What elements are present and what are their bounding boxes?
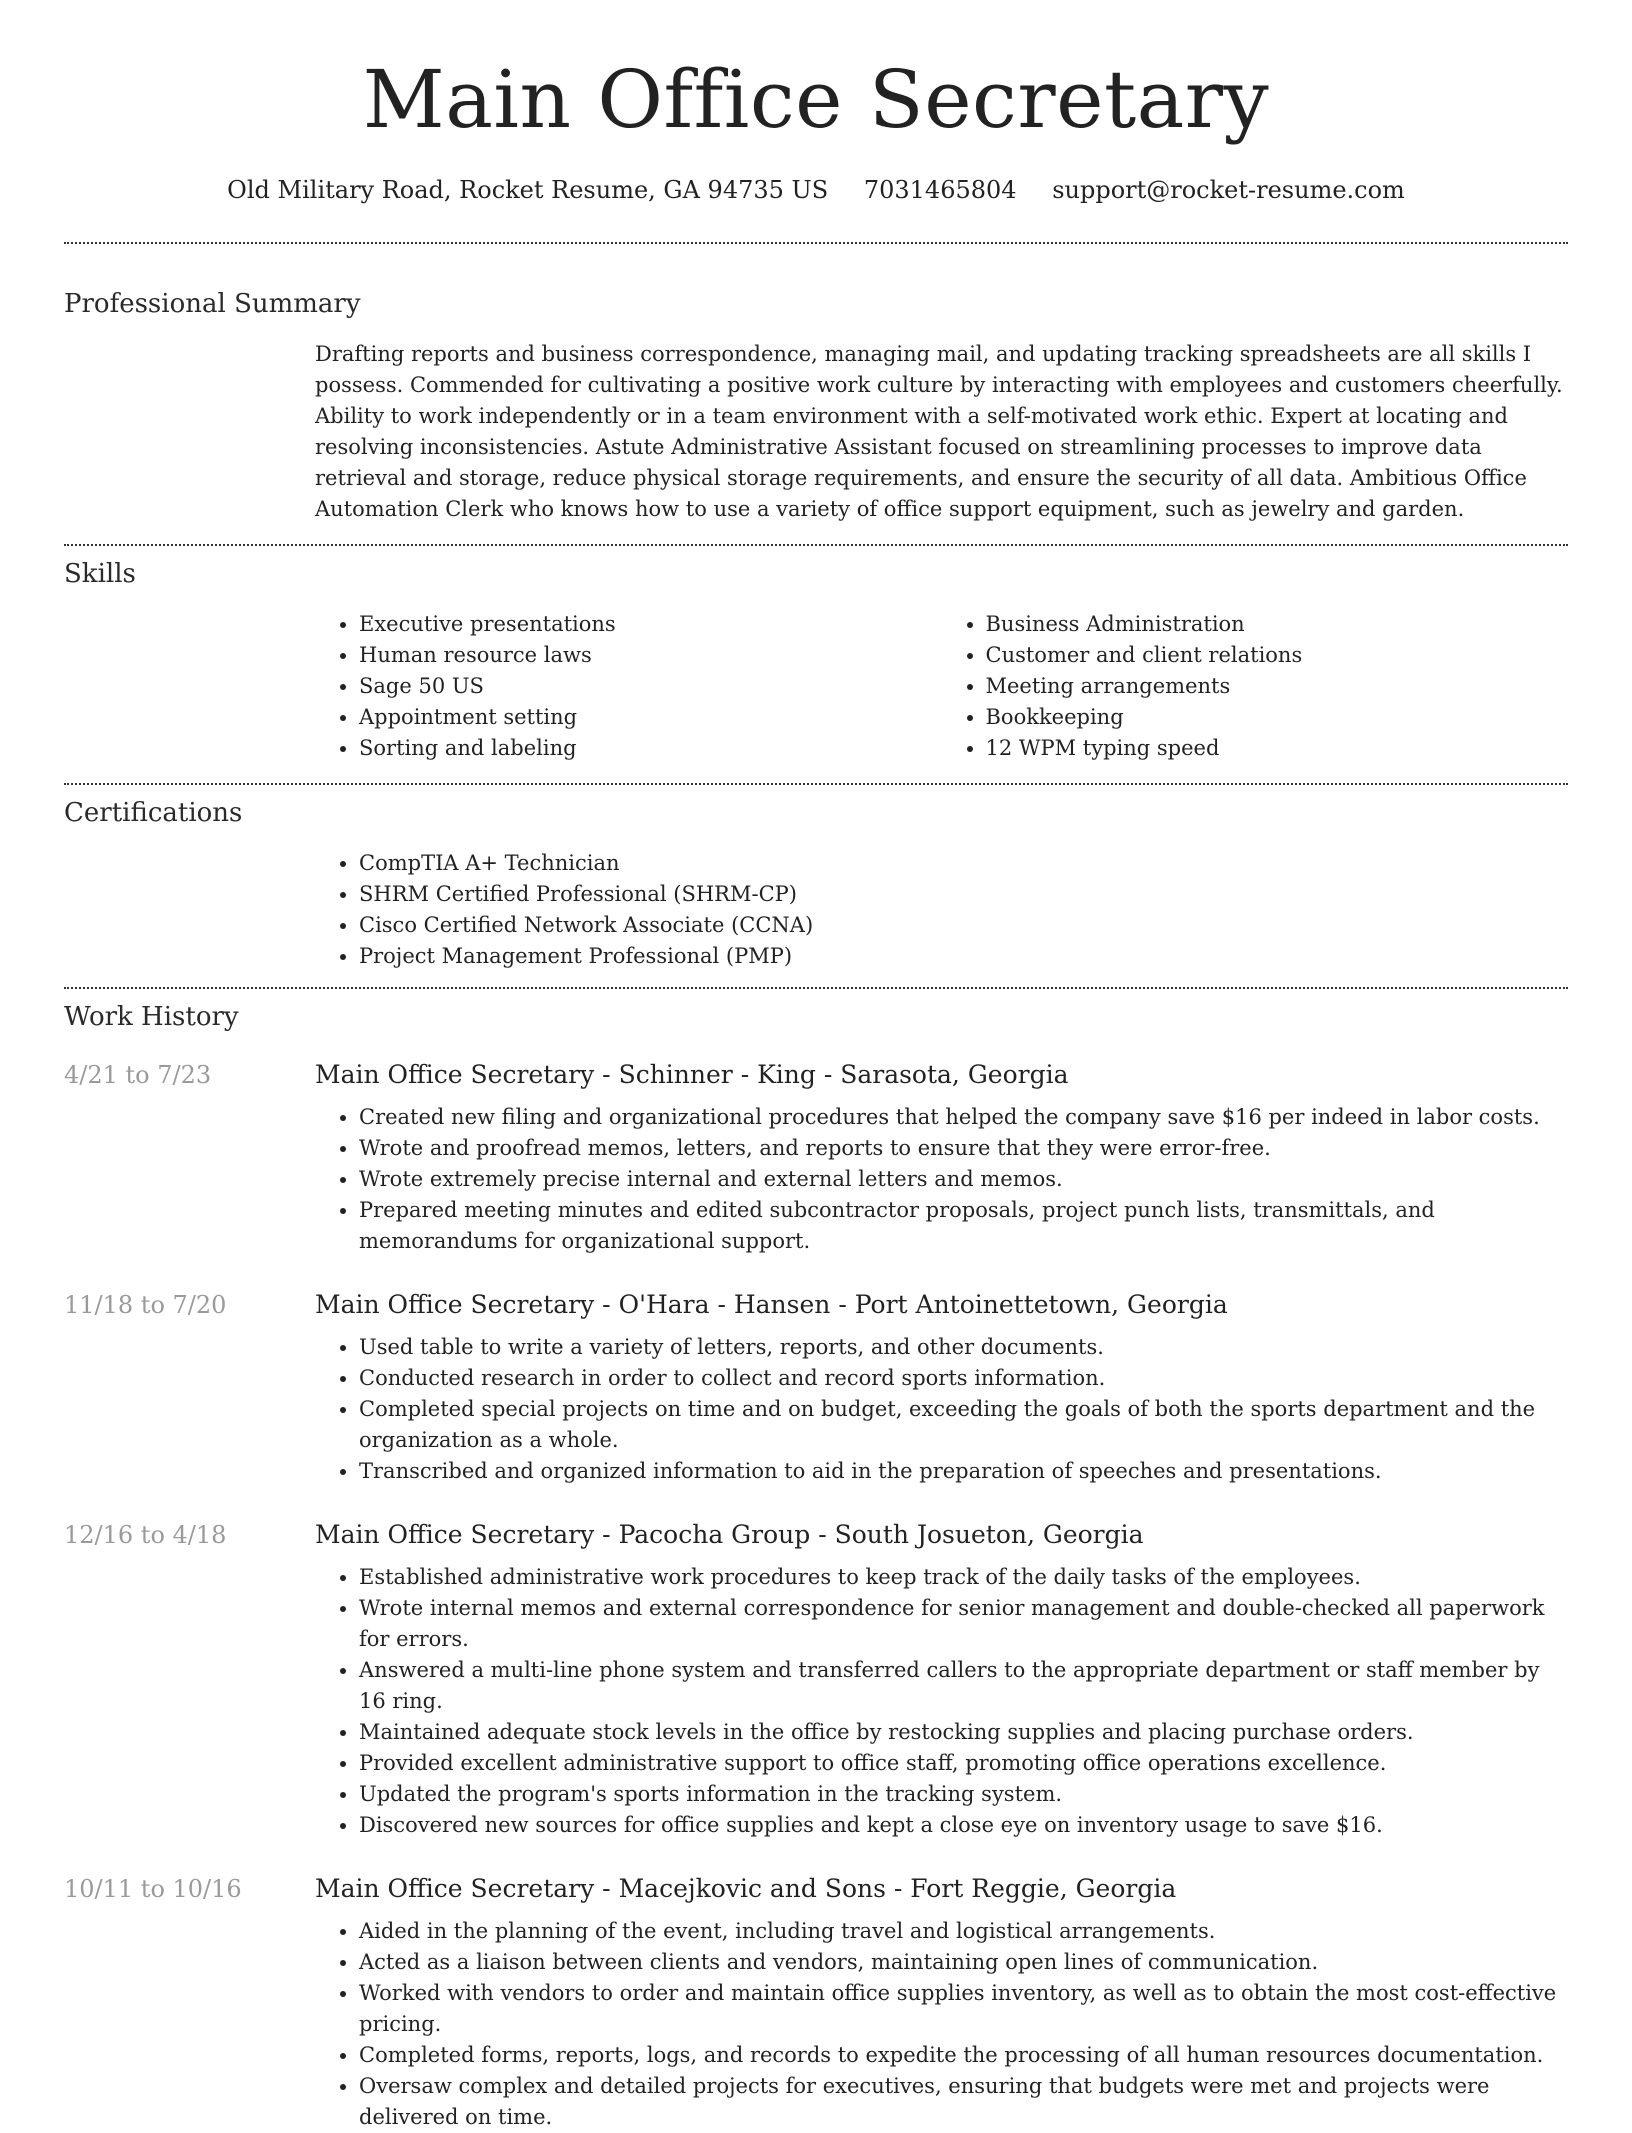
- job-bullet: • Transcribed and organized information to aid in the preparation of speeches and presentations.: [359, 1456, 1568, 1487]
- certifications-block: [315, 848, 1568, 972]
- job-bullet: • Wrote internal memos and external correspondence for senior management and double-checked all paperwork for errors.: [359, 1593, 1568, 1655]
- contact-address: Old Military Road, Rocket Resume, GA 94735 US: [227, 176, 829, 204]
- candidate-name: Main Office Secretary: [362, 53, 1270, 146]
- job-bullet: • Discovered new sources for office supplies and kept a close eye on inventory usage to save $16.: [359, 1810, 1568, 1841]
- summary-block: [315, 339, 1568, 525]
- skill-item: • Appointment setting: [359, 702, 942, 733]
- contact-email[interactable]: support@rocket-resume.com: [1052, 176, 1405, 204]
- skills-list-right: [942, 609, 1569, 764]
- job-bullets: [315, 1332, 1568, 1487]
- job-bullet: • Used table to write a variety of letters, reports, and other documents.: [359, 1332, 1568, 1363]
- resume-page: [64, 0, 1568, 2133]
- skills-list-left: [315, 609, 942, 764]
- job-bullets: [315, 1916, 1568, 2133]
- section-divider: [64, 242, 1568, 244]
- skill-item: • 12 WPM typing speed: [986, 733, 1569, 764]
- job-bullets: [315, 1102, 1568, 1257]
- job-bullet: • Aided in the planning of the event, including travel and logistical arrangements.: [359, 1916, 1568, 1947]
- certification-item: • Project Management Professional (PMP): [359, 941, 1568, 972]
- certification-item: • Cisco Certified Network Associate (CCNA): [359, 910, 1568, 941]
- skill-item: • Customer and client relations: [986, 640, 1569, 671]
- skill-item: • Human resource laws: [359, 640, 942, 671]
- skill-item: • Executive presentations: [359, 609, 942, 640]
- job-title: Main Office Secretary - Pacocha Group - South Josueton, Georgia: [315, 1520, 1144, 1549]
- certification-item: • SHRM Certified Professional (SHRM-CP): [359, 879, 1568, 910]
- skill-item: • Sorting and labeling: [359, 733, 942, 764]
- job-bullet: • Provided excellent administrative support to office staff, promoting office operations excellence.: [359, 1748, 1568, 1779]
- job-title: Main Office Secretary - O'Hara - Hansen - Port Antoinettetown, Georgia: [315, 1290, 1228, 1319]
- job-title: Main Office Secretary - Schinner - King - Sarasota, Georgia: [315, 1060, 1069, 1089]
- job-bullet: • Updated the program's sports information in the tracking system.: [359, 1779, 1568, 1810]
- section-divider: [64, 987, 1568, 989]
- job-bullet: • Acted as a liaison between clients and vendors, maintaining open lines of communication.: [359, 1947, 1568, 1978]
- summary-text: Drafting reports and business correspondence, managing mail, and updating tracking spreadsheets are all skills I possess. Commended for cultivating a positive work culture by interacting with employees and customers cheerfully. Ability to work independently or in a team environment with a self-motivated work ethic. Expert at locating and resolving inconsistencies. Astute Administrative Assistant focused on streamlining processes to improve data retrieval and storage, reduce physical storage requirements, and ensure the security of all data. Ambitious Office Automation Clerk who knows how to use a variety of office support equipment, such as jewelry and garden.: [315, 342, 1563, 521]
- job-dates: 12/16 to 4/18: [64, 1521, 227, 1549]
- section-title-work-history: Work History: [64, 1002, 239, 1032]
- certification-item: • CompTIA A+ Technician: [359, 848, 1568, 879]
- contact-line: [64, 174, 1568, 206]
- section-title-skills: Skills: [64, 559, 136, 589]
- job-entry: [64, 1288, 1568, 1487]
- job-bullet: • Answered a multi-line phone system and transferred callers to the appropriate department or staff member by 16 ring.: [359, 1655, 1568, 1717]
- job-dates: 4/21 to 7/23: [64, 1061, 212, 1089]
- job-bullets: [315, 1562, 1568, 1841]
- job-bullet: • Wrote and proofread memos, letters, and reports to ensure that they were error-free.: [359, 1133, 1568, 1164]
- job-dates: 11/18 to 7/20: [64, 1291, 227, 1319]
- skill-item: • Meeting arrangements: [986, 671, 1569, 702]
- job-bullet: • Prepared meeting minutes and edited subcontractor proposals, project punch lists, transmittals, and memorandums for organizational support.: [359, 1195, 1568, 1257]
- skills-block: [315, 609, 1568, 764]
- skill-item: • Business Administration: [986, 609, 1569, 640]
- job-bullet: • Oversaw complex and detailed projects for executives, ensuring that budgets were met and projects were delivered on time.: [359, 2071, 1568, 2133]
- section-divider: [64, 544, 1568, 546]
- job-bullet: • Created new filing and organizational procedures that helped the company save $16 per indeed in labor costs.: [359, 1102, 1568, 1133]
- job-bullet: • Wrote extremely precise internal and external letters and memos.: [359, 1164, 1568, 1195]
- section-title-summary: Professional Summary: [64, 289, 361, 319]
- job-entry: [64, 1058, 1568, 1257]
- job-entry: [64, 1518, 1568, 1841]
- job-bullet: • Completed forms, reports, logs, and records to expedite the processing of all human resources documentation.: [359, 2040, 1568, 2071]
- certifications-list: [315, 848, 1568, 972]
- job-bullet: • Worked with vendors to order and maintain office supplies inventory, as well as to obtain the most cost-effective pricing.: [359, 1978, 1568, 2040]
- section-title-certifications: Certifications: [64, 798, 243, 828]
- skill-item: • Sage 50 US: [359, 671, 942, 702]
- job-bullet: • Conducted research in order to collect and record sports information.: [359, 1363, 1568, 1394]
- contact-phone: 7031465804: [863, 176, 1017, 204]
- job-entry: [64, 1872, 1568, 2133]
- job-bullet: • Completed special projects on time and on budget, exceeding the goals of both the sports department and the organization as a whole.: [359, 1394, 1568, 1456]
- job-title: Main Office Secretary - Macejkovic and Sons - Fort Reggie, Georgia: [315, 1874, 1177, 1903]
- skill-item: • Bookkeeping: [986, 702, 1569, 733]
- job-bullet: • Maintained adequate stock levels in the office by restocking supplies and placing purchase orders.: [359, 1717, 1568, 1748]
- section-divider: [64, 783, 1568, 785]
- job-bullet: • Established administrative work procedures to keep track of the daily tasks of the employees.: [359, 1562, 1568, 1593]
- job-dates: 10/11 to 10/16: [64, 1875, 242, 1903]
